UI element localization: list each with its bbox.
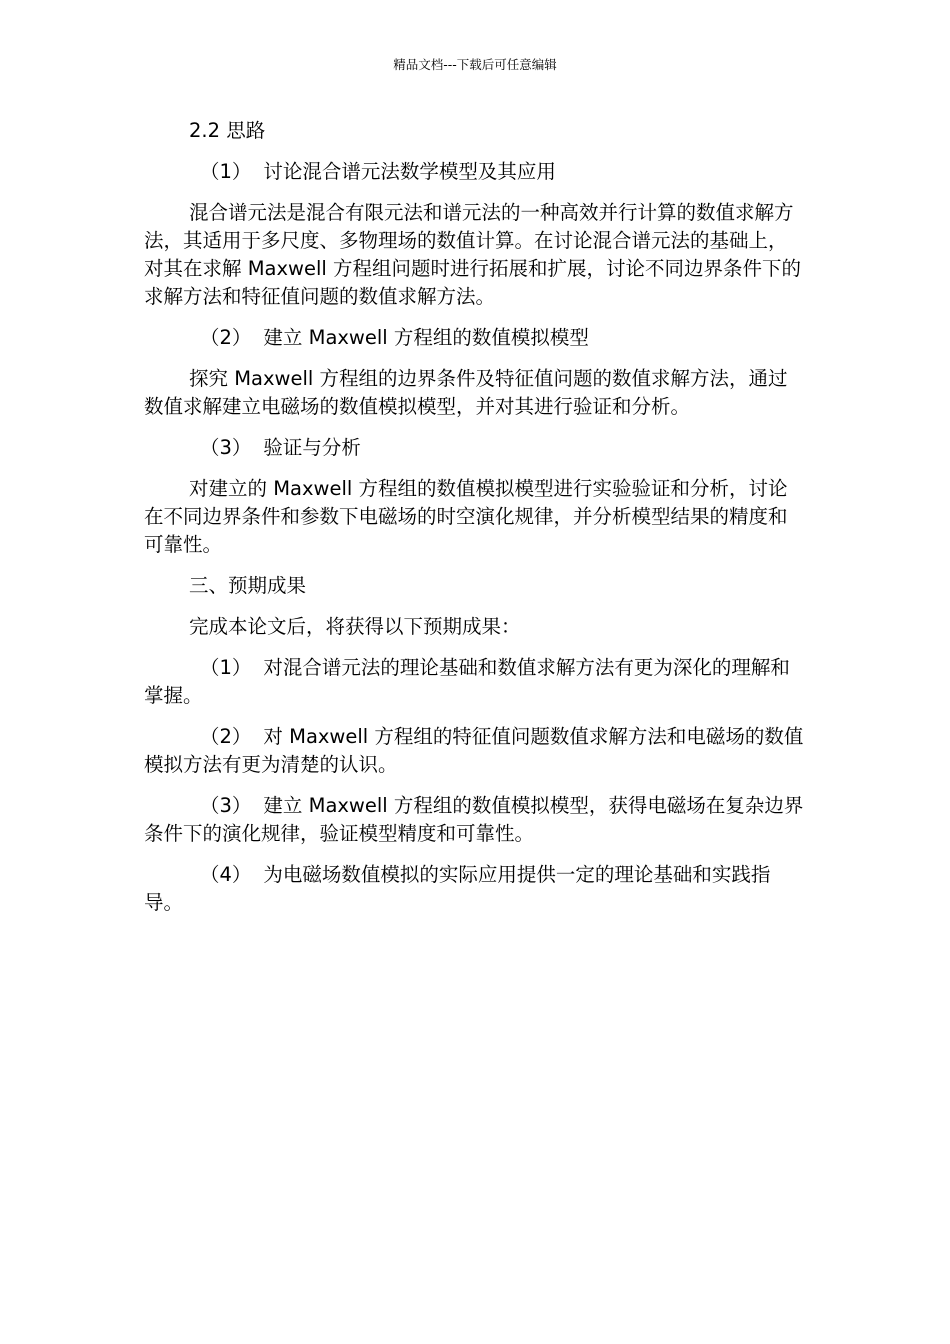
result-item-2 — [144, 723, 806, 779]
list-item-number: （2） — [200, 326, 252, 349]
list-item-1 — [144, 158, 806, 186]
result-item-number: （3） — [200, 794, 252, 817]
result-item-number: （4） — [200, 863, 252, 886]
paragraph-3: 对建立的 Maxwell 方程组的数值模拟模型进行实验验证和分析，讨论在不同边界条件和参数下电磁场的时空演化规律，并分析模型结果的精度和可靠性。 — [144, 477, 788, 556]
paragraph-1: 混合谱元法是混合有限元法和谱元法的一种高效并行计算的数值求解方法，其适用于多尺度、多物理场的数值计算。在讨论混合谱元法的基础上，对其在求解 Maxwell 方程组问题时进行拓展和扩展，讨论不同边界条件下的求解方法和特征值问题的数值求解方法。 — [144, 201, 801, 308]
list-item-text: 验证与分析 — [263, 436, 361, 459]
result-item-4 — [144, 861, 806, 917]
result-item-number: （2） — [200, 725, 252, 748]
list-item-text: 建立 Maxwell 方程组的数值模拟模型 — [263, 326, 589, 349]
result-item-text: 对混合谱元法的理论基础和数值求解方法有更为深化的理解和掌握。 — [144, 656, 790, 707]
section-heading-3: 三、预期成果 — [189, 574, 307, 597]
list-item-number: （1） — [200, 160, 252, 183]
list-item-3 — [144, 434, 806, 462]
result-item-3 — [144, 792, 806, 848]
list-item-number: （3） — [200, 436, 252, 459]
result-item-text: 建立 Maxwell 方程组的数值模拟模型，获得电磁场在复杂边界条件下的演化规律，验证模型精度和可靠性。 — [144, 794, 804, 845]
page-header: 精品文档---下载后可任意编辑 — [393, 57, 557, 72]
result-item-1 — [144, 654, 806, 710]
list-item-text: 讨论混合谱元法数学模型及其应用 — [263, 160, 556, 183]
result-item-text: 对 Maxwell 方程组的特征值问题数值求解方法和电磁场的数值模拟方法有更为清楚的认识。 — [144, 725, 804, 776]
list-item-2 — [144, 324, 806, 352]
section-heading-2-2: 2.2 思路 — [189, 119, 266, 142]
result-item-text: 为电磁场数值模拟的实际应用提供一定的理论基础和实践指导。 — [144, 863, 771, 914]
paragraph-4: 完成本论文后，将获得以下预期成果： — [189, 615, 521, 638]
result-item-number: （1） — [200, 656, 252, 679]
paragraph-2: 探究 Maxwell 方程组的边界条件及特征值问题的数值求解方法，通过数值求解建立电磁场的数值模拟模型，并对其进行验证和分析。 — [144, 367, 788, 418]
document-body — [144, 117, 806, 930]
